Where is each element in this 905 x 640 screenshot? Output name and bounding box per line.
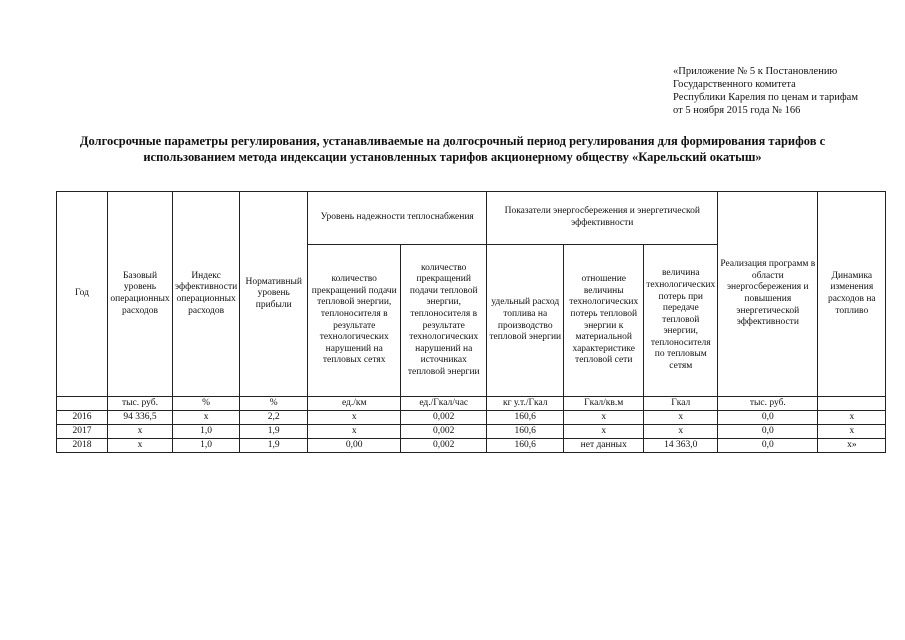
header-base-cost: Базовый уровень операционных расходов	[108, 192, 173, 397]
value-cell: х	[173, 411, 240, 425]
table-row	[57, 411, 886, 425]
header-reliability-group: Уровень надежности теплоснабжения	[308, 192, 487, 245]
value-cell: 0,00	[308, 439, 401, 453]
value-cell: 0,002	[401, 411, 487, 425]
value-cell: 0,0	[718, 411, 818, 425]
value-cell: 2,2	[240, 411, 308, 425]
unit-cell: кг у.т./Гкал	[487, 397, 564, 411]
value-cell: 1,9	[240, 439, 308, 453]
value-cell: х	[644, 411, 718, 425]
unit-cell-year	[57, 397, 108, 411]
year-cell: 2018	[57, 439, 108, 453]
header-row-groups	[57, 192, 886, 245]
value-cell: х	[644, 425, 718, 439]
unit-cell: тыс. руб.	[108, 397, 173, 411]
unit-cell: ед./Гкал/час	[401, 397, 487, 411]
header-programs: Реализация программ в области энергосбережения и повышения энергетической эффективности	[718, 192, 818, 397]
header-year: Год	[57, 192, 108, 397]
header-outages-sources: количество прекращений подачи тепловой энергии, теплоносителя в результате технологических нарушений на источниках тепловой энергии	[401, 245, 487, 397]
value-cell: х	[108, 425, 173, 439]
annex-line-1: «Приложение № 5 к Постановлению	[673, 66, 838, 77]
year-cell: 2016	[57, 411, 108, 425]
value-cell: 0,002	[401, 425, 487, 439]
value-cell: 0,002	[401, 439, 487, 453]
value-cell: 94 336,5	[108, 411, 173, 425]
unit-cell: Гкал/кв.м	[564, 397, 644, 411]
value-cell: х	[564, 425, 644, 439]
value-cell: х	[308, 411, 401, 425]
value-cell: 14 363,0	[644, 439, 718, 453]
unit-cell: ед./км	[308, 397, 401, 411]
value-cell: х	[108, 439, 173, 453]
document-title	[30, 133, 875, 165]
header-fuel-consumption: удельный расход топлива на производство тепловой энергии	[487, 245, 564, 397]
header-loss-ratio: отношение величины технологических потерь тепловой энергии к материальной характеристике тепловой сети	[564, 245, 644, 397]
value-cell: х	[564, 411, 644, 425]
table-row	[57, 425, 886, 439]
annex-reference	[673, 65, 888, 117]
unit-cell: %	[240, 397, 308, 411]
value-cell: 1,0	[173, 425, 240, 439]
value-cell: х	[818, 411, 886, 425]
value-cell: 0,0	[718, 439, 818, 453]
value-cell: х	[818, 425, 886, 439]
value-cell: х	[308, 425, 401, 439]
value-cell: 1,9	[240, 425, 308, 439]
value-cell: 160,6	[487, 425, 564, 439]
annex-line-4: от 5 ноября 2015 года № 166	[673, 105, 801, 116]
value-cell: 160,6	[487, 411, 564, 425]
unit-cell: Гкал	[644, 397, 718, 411]
annex-line-3: Республики Карелия по ценам и тарифам	[673, 92, 858, 103]
value-cell: 0,0	[718, 425, 818, 439]
unit-cell	[818, 397, 886, 411]
title-line-2: использованием метода индексации установленных тарифов акционерному обществу «Карельский окатыш»	[143, 150, 762, 164]
header-loss-value: величина технологических потерь при передаче тепловой энергии, теплоносителя по тепловым сетям	[644, 245, 718, 397]
header-energy-group: Показатели энергосбережения и энергетической эффективности	[487, 192, 718, 245]
header-fuel-dynamics: Динамика изменения расходов на топливо	[818, 192, 886, 397]
table-row	[57, 439, 886, 453]
unit-cell: тыс. руб.	[718, 397, 818, 411]
value-cell: 1,0	[173, 439, 240, 453]
header-efficiency-index: Индекс эффективности операционных расходов	[173, 192, 240, 397]
regulation-parameters-table	[56, 191, 886, 453]
value-cell: нет данных	[564, 439, 644, 453]
annex-line-2: Государственного комитета	[673, 79, 796, 90]
header-outages-network: количество прекращений подачи тепловой энергии, теплоносителя в результате технологических нарушений на тепловых сетях	[308, 245, 401, 397]
title-line-1: Долгосрочные параметры регулирования, устанавливаемые на долгосрочный период регулирования для формирования тарифов с	[79, 134, 826, 148]
value-cell: 160,6	[487, 439, 564, 453]
header-profit-level: Нормативный уровень прибыли	[240, 192, 308, 397]
units-row	[57, 397, 886, 411]
unit-cell: %	[173, 397, 240, 411]
value-cell: х»	[818, 439, 886, 453]
year-cell: 2017	[57, 425, 108, 439]
